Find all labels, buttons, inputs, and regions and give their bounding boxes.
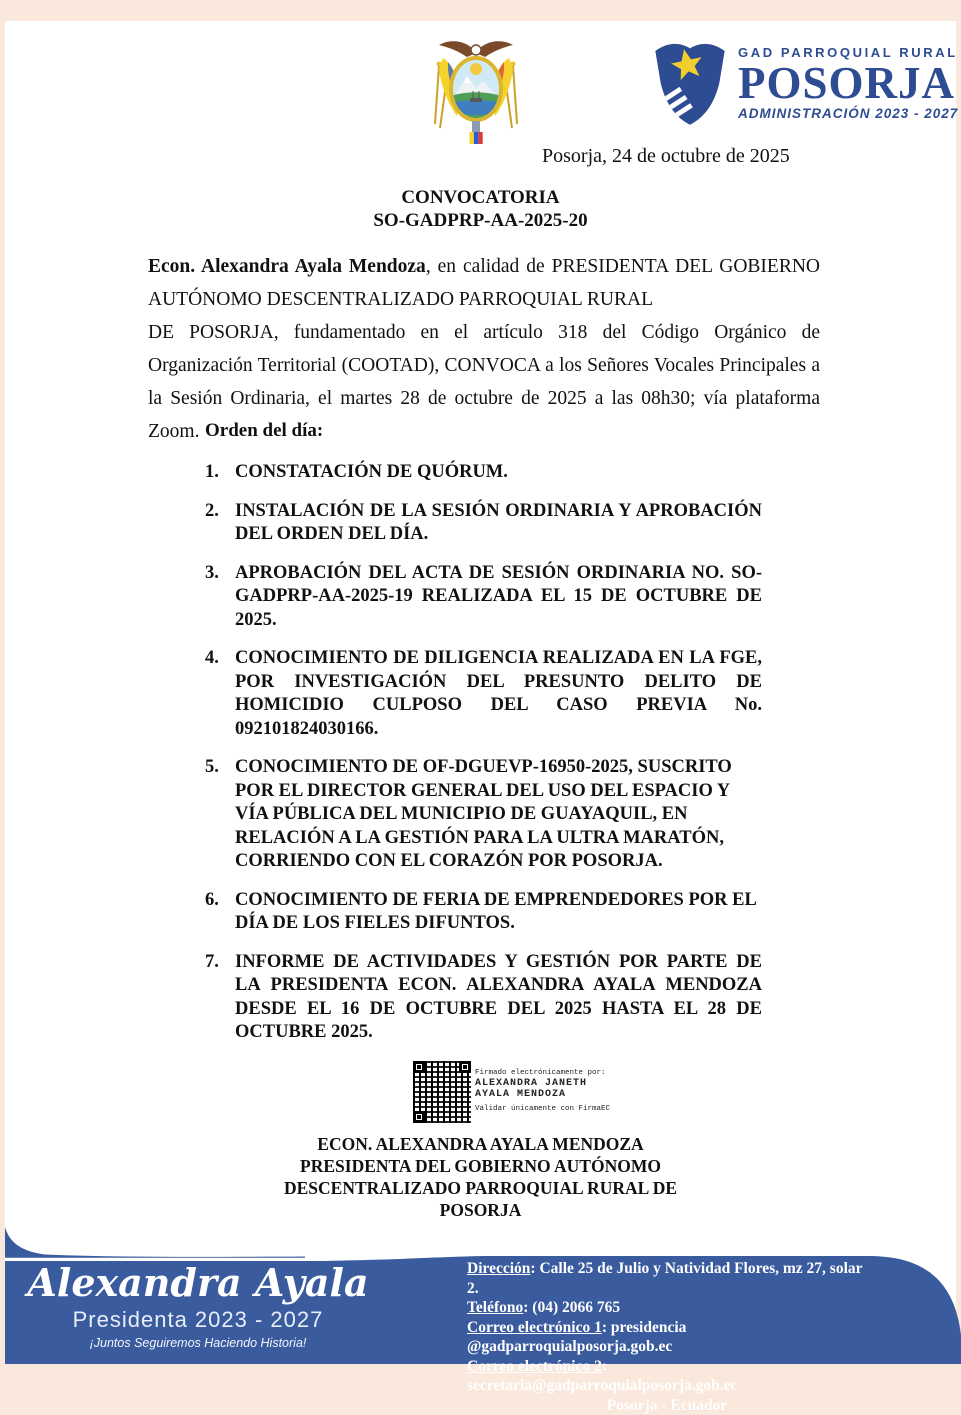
intro-second: DE POSORJA, fundamentado en el artículo 318 del Código Orgánico de Organización Territorial (COOTAD), CONVOCA a los Señores Vocales Principales a la Sesión Ordinaria, el martes 28 de octubre de 2025 a las 08h30; vía plataforma Zoom.: [148, 316, 820, 448]
logo-administration: ADMINISTRACIÓN 2023 - 2027: [738, 106, 958, 121]
orden-del-dia-label: Orden del día:: [205, 420, 323, 442]
signed-by-label: Firmado electrónicamente por:: [475, 1069, 610, 1078]
document-title: [5, 186, 956, 232]
document-page: [5, 21, 956, 1364]
title-convocatoria: CONVOCATORIA: [5, 186, 956, 209]
ecuador-coat-of-arms-icon: [425, 36, 527, 144]
agenda-list: [205, 461, 762, 1060]
footer-president-block: [23, 1261, 373, 1351]
posorja-logo: [650, 37, 958, 129]
agenda-item-5: 5. CONOCIMIENTO DE OF-DGUEVP-16950-2025, SUSCRITO POR EL DIRECTOR GENERAL DEL USO DEL ESPACIO Y VÍA PÚBLICA DEL MUNICIPIO DE GUAYAQUIL, EN RELACIÓN A LA GESTIÓN PARA LA ULTRA MARATÓN, CORRIENDO CON EL CORAZÓN POR POSORJA.: [205, 756, 762, 874]
electronic-signature: [413, 1061, 610, 1123]
signature-title-2: DESCENTRALIZADO PARROQUIAL RURAL DE: [5, 1177, 956, 1199]
contact-address: Dirección: Calle 25 de Julio y Natividad Flores, mz 27, solar 2.: [467, 1259, 867, 1298]
presidenta-name: Econ. Alexandra Ayala Mendoza: [148, 256, 426, 277]
contact-phone: Teléfono: (04) 2066 765: [467, 1298, 867, 1318]
electronic-signature-text: [475, 1061, 610, 1114]
president-term: Presidenta 2023 - 2027: [23, 1307, 373, 1333]
intro-first: Econ. Alexandra Ayala Mendoza, en calidad de PRESIDENTA DEL GOBIERNO AUTÓNOMO DESCENTRALIZADO PARROQUIAL RURAL: [148, 250, 820, 316]
contact-email-2: Correo electrónico 2: secretaria@gadparroquialposorja.gob.ec: [467, 1357, 867, 1396]
signer-first-names: ALEXANDRA JANETH: [475, 1078, 610, 1089]
signature-name: ECON. ALEXANDRA AYALA MENDOZA: [5, 1133, 956, 1155]
contact-location: Posorja - Ecuador: [467, 1396, 867, 1415]
qr-code-icon: [413, 1061, 471, 1123]
logo-name: POSORJA: [738, 60, 958, 106]
agenda-item-4: 4. CONOCIMIENTO DE DILIGENCIA REALIZADA EN LA FGE, POR INVESTIGACIÓN DEL PRESUNTO DELITO DE HOMICIDIO CULPOSO DEL CASO PREVIA No. 092101824030166.: [205, 647, 762, 741]
date-line: Posorja, 24 de octubre de 2025: [542, 145, 790, 168]
intro-paragraph: [148, 250, 820, 448]
signature-title-3: POSORJA: [5, 1199, 956, 1221]
contact-email-1: Correo electrónico 1: presidencia @gadparroquialposorja.gob.ec: [467, 1318, 867, 1357]
footer-contact-block: [467, 1259, 867, 1415]
agenda-item-2: 2. INSTALACIÓN DE LA SESIÓN ORDINARIA Y APROBACIÓN DEL ORDEN DEL DÍA.: [205, 500, 762, 547]
president-script-name: Alexandra Ayala: [23, 1261, 373, 1305]
logo-tagline: GAD PARROQUIAL RURAL: [738, 45, 958, 60]
agenda-item-3: 3. APROBACIÓN DEL ACTA DE SESIÓN ORDINARIA NO. SO-GADPRP-AA-2025-19 REALIZADA EL 15 DE OCTUBRE DE 2025.: [205, 562, 762, 633]
posorja-shield-icon: [650, 37, 730, 129]
validate-note: Validar únicamente con FirmaEC: [475, 1105, 610, 1114]
footer-band: [5, 1225, 961, 1364]
signer-last-names: AYALA MENDOZA: [475, 1089, 610, 1100]
signature-title-1: PRESIDENTA DEL GOBIERNO AUTÓNOMO: [5, 1155, 956, 1177]
agenda-item-1: 1. CONSTATACIÓN DE QUÓRUM.: [205, 461, 762, 485]
agenda-item-6: 6. CONOCIMIENTO DE FERIA DE EMPRENDEDORES POR EL DÍA DE LOS FIELES DIFUNTOS.: [205, 889, 762, 936]
title-code: SO-GADPRP-AA-2025-20: [5, 209, 956, 232]
footer-slogan: ¡Juntos Seguiremos Haciendo Historia!: [23, 1336, 373, 1351]
signature-block: [5, 1133, 956, 1221]
agenda-item-7: 7. INFORME DE ACTIVIDADES Y GESTIÓN POR PARTE DE LA PRESIDENTA ECON. ALEXANDRA AYALA MENDOZA DESDE EL 16 DE OCTUBRE DEL 2025 HASTA EL 28 DE OCTUBRE 2025.: [205, 951, 762, 1045]
